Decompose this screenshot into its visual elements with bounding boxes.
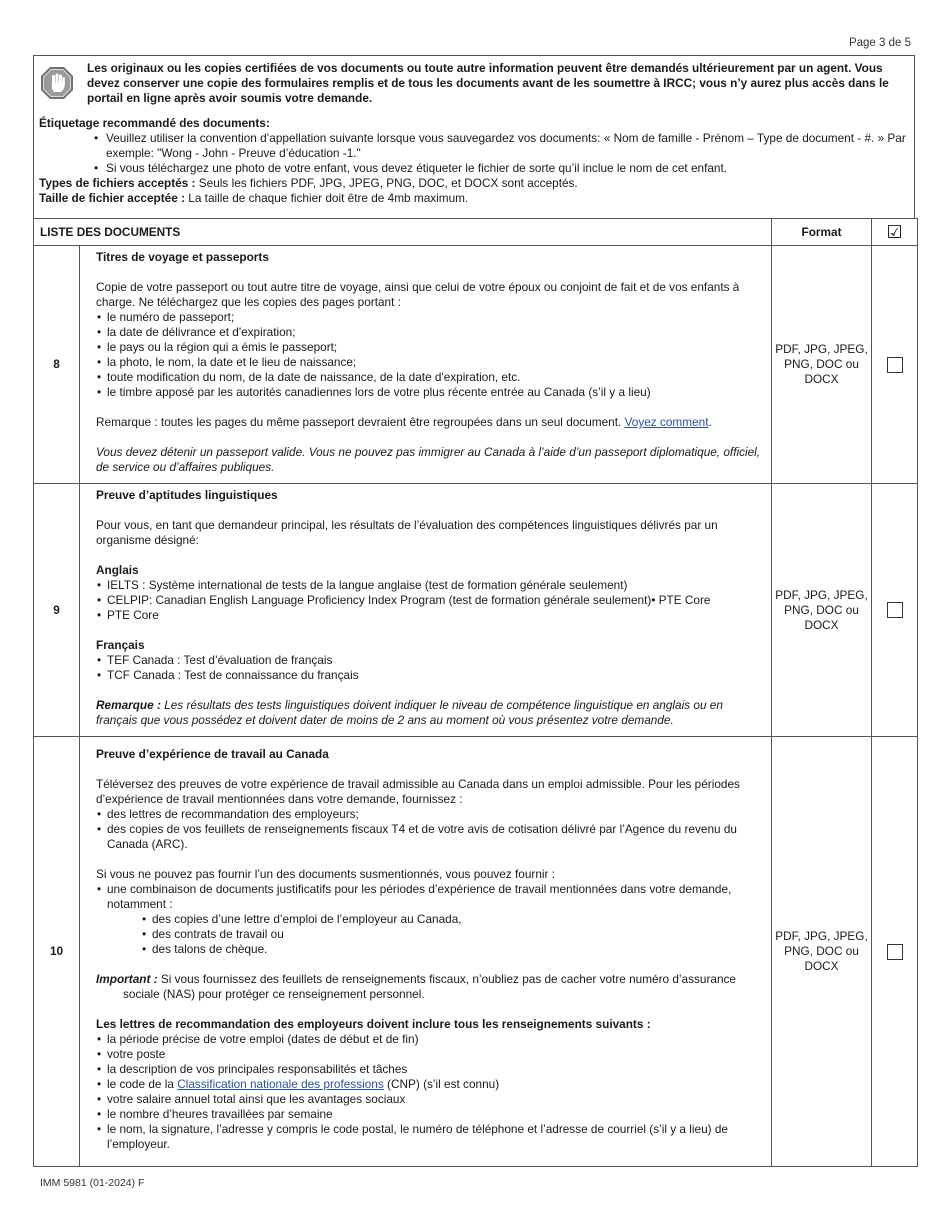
letters-list [96, 1032, 762, 1152]
row-number: 9 [34, 484, 80, 737]
row-number: 10 [34, 737, 80, 1167]
row-description [80, 246, 772, 484]
row-note [96, 415, 762, 430]
list-item: • TCF Canada : Test de connaissance du français [96, 668, 762, 683]
note-end: . [708, 415, 712, 429]
row-checkbox[interactable] [887, 602, 903, 618]
list-item: • CELPIP: Canadian English Language Proficiency Index Program (test de formation générale seulement)• PTE Core [96, 593, 762, 608]
header-format: Format [772, 219, 872, 246]
cnp-link[interactable]: Classification nationale des professions [177, 1077, 384, 1091]
row-checkbox-cell [872, 246, 918, 484]
note-text: Remarque : toutes les pages du même passeport devraient être regroupées dans un seul document. [96, 415, 622, 429]
stop-hand-icon [40, 66, 74, 100]
list-item: • la période précise de votre emploi (dates de début et de fin) [96, 1032, 762, 1047]
row-bullet-list [96, 310, 762, 400]
row-format: PDF, JPG, JPEG, PNG, DOC ou DOCX [772, 484, 872, 737]
list-item: • des lettres de recommandation des employeurs; [96, 807, 762, 822]
row-bullet-list [96, 807, 762, 852]
documents-table [33, 218, 918, 1167]
list-item: • le numéro de passeport; [96, 310, 762, 325]
row-title: Titres de voyage et passeports [96, 250, 269, 264]
row-checkbox[interactable] [887, 944, 903, 960]
file-size-line [39, 191, 909, 206]
table-header-row [34, 219, 918, 246]
english-title: Anglais [96, 563, 139, 577]
important-label: Important : [96, 972, 158, 986]
letters-title: Les lettres de recommandation des employeurs doivent inclure tous les renseignements suivants : [96, 1017, 651, 1031]
labelling-bullet: • Si vous téléchargez une photo de votre enfant, vous devez étiqueter le fichier de sorte qu’il inclue le nom de cet enfant. [94, 161, 909, 176]
labelling-section [39, 116, 909, 206]
header-checkbox-icon: ☑ [872, 219, 918, 246]
row-number: 8 [34, 246, 80, 484]
list-item: • des talons de chèque. [141, 942, 762, 957]
alt-sub-list [96, 912, 762, 957]
note-label: Remarque : [96, 698, 161, 712]
notice-warning: Les originaux ou les copies certifiées de vos documents ou toute autre information peuvent être demandés ultérieurement par un agent. Vous devez conserver une copie des formulaires remplis et de tous les documents avant de les soumettre à IRCC; vous n’y aurez plus accès dans le portail en ligne après avoir soumis votre demande. [87, 61, 889, 105]
list-item: • le timbre apposé par les autorités canadiennes lors de votre plus récente entrée au Canada (s’il y a lieu) [96, 385, 762, 400]
file-types-text: Seuls les fichiers PDF, JPG, JPEG, PNG, DOC, et DOCX sont acceptés. [198, 176, 578, 190]
list-item: • PTE Core [96, 608, 762, 623]
row-checkbox-cell [872, 737, 918, 1167]
list-item: • la description de vos principales responsabilités et tâches [96, 1062, 762, 1077]
list-item [96, 1077, 762, 1092]
file-size-text: La taille de chaque fichier doit être de 4mb maximum. [188, 191, 469, 205]
list-item: • le nombre d’heures travaillées par semaine [96, 1107, 762, 1122]
voyez-comment-link[interactable]: Voyez comment [624, 415, 709, 429]
list-item: • toute modification du nom, de la date de naissance, de la date d'expiration, etc. [96, 370, 762, 385]
header-document-list: LISTE DES DOCUMENTS [34, 219, 772, 246]
important-note [96, 972, 762, 1002]
french-title: Français [96, 638, 145, 652]
row-format: PDF, JPG, JPEG, PNG, DOC ou DOCX [772, 246, 872, 484]
labelling-list [39, 131, 909, 176]
important-text: Si vous fournissez des feuillets de renseignements fiscaux, n’oubliez pas de cacher votre numéro d’assurance sociale (NAS) pour protéger ce renseignement personnel. [123, 972, 736, 1001]
file-types-line [39, 176, 909, 191]
file-types-label: Types de fichiers acceptés : [39, 176, 196, 190]
table-row [34, 484, 918, 737]
row-checkbox[interactable] [887, 357, 903, 373]
row-description [80, 737, 772, 1167]
table-row [34, 737, 918, 1167]
english-test-list [96, 578, 762, 623]
row-title: Preuve d’expérience de travail au Canada [96, 747, 329, 761]
row-intro: Pour vous, en tant que demandeur principal, les résultats de l’évaluation des compétences linguistiques délivrés par un organisme désigné: [96, 518, 718, 547]
list-item: • TEF Canada : Test d’évaluation de français [96, 653, 762, 668]
notice-box [33, 55, 915, 218]
row-italic-note: Vous devez détenir un passeport valide. Vous ne pouvez pas immigrer au Canada à l’aide d’un passeport diplomatique, officiel, de service ou d’affaires publiques. [96, 445, 761, 474]
footer-form-id: IMM 5981 (01-2024) F [40, 1177, 145, 1189]
labelling-bullet: • Veuillez utiliser la convention d’appellation suivante lorsque vous sauvegardez vos documents: « Nom de famille - Prénom – Type de document - #. » Par exemple: "Wong - John - Preuve d’éducation -1." [94, 131, 909, 161]
row-intro: Copie de votre passeport ou tout autre titre de voyage, ainsi que celui de votre époux ou conjoint de fait et de vos enfants à charge. Ne téléchargez que les copies des pages portant : [96, 280, 740, 309]
list-item: • le nom, la signature, l’adresse y compris le code postal, le numéro de téléphone et l’adresse de courriel (s’il y a lieu) de l’employeur. [96, 1122, 762, 1152]
row-description [80, 484, 772, 737]
list-item: • des copies d’une lettre d’emploi de l’employeur au Canada, [141, 912, 762, 927]
page-number: Page 3 de 5 [848, 37, 911, 49]
list-item: • une combinaison de documents justificatifs pour les périodes d’expérience de travail mentionnées dans votre demande, notamment : [96, 882, 762, 912]
row-title: Preuve d’aptitudes linguistiques [96, 488, 278, 502]
french-test-list [96, 653, 762, 683]
list-item: • votre salaire annuel total ainsi que les avantages sociaux [96, 1092, 762, 1107]
row-checkbox-cell [872, 484, 918, 737]
row-note [96, 698, 762, 728]
alt-list [96, 882, 762, 912]
list-item: • la photo, le nom, la date et le lieu de naissance; [96, 355, 762, 370]
list-item: • le pays ou la région qui a émis le passeport; [96, 340, 762, 355]
cnp-prefix: le code de la [107, 1077, 174, 1091]
alt-intro: Si vous ne pouvez pas fournir l’un des documents susmentionnés, vous pouvez fournir : [96, 867, 556, 881]
list-item: • des copies de vos feuillets de renseignements fiscaux T4 et de votre avis de cotisation délivré par l’Agence du revenu du Canada (ARC). [96, 822, 762, 852]
note-text: Les résultats des tests linguistiques doivent indiquer le niveau de compétence linguistique en anglais ou en français que vous possédez et doivent dater de moins de 2 ans au moment où vous présentez votre demande. [96, 698, 723, 727]
list-item: • la date de délivrance et d'expiration; [96, 325, 762, 340]
table-row [34, 246, 918, 484]
cnp-suffix: (CNP) (s’il est connu) [387, 1077, 500, 1091]
row-format: PDF, JPG, JPEG, PNG, DOC ou DOCX [772, 737, 872, 1167]
row-intro: Téléversez des preuves de votre expérience de travail admissible au Canada dans un emploi admissible. Pour les périodes d’expérience de travail mentionnées dans votre demande, fournissez : [96, 777, 740, 806]
list-item: • IELTS : Système international de tests de la langue anglaise (test de formation générale seulement) [96, 578, 762, 593]
list-item: • des contrats de travail ou [141, 927, 762, 942]
list-item: • votre poste [96, 1047, 762, 1062]
file-size-label: Taille de fichier acceptée : [39, 191, 185, 205]
labelling-title: Étiquetage recommandé des documents: [39, 116, 270, 130]
